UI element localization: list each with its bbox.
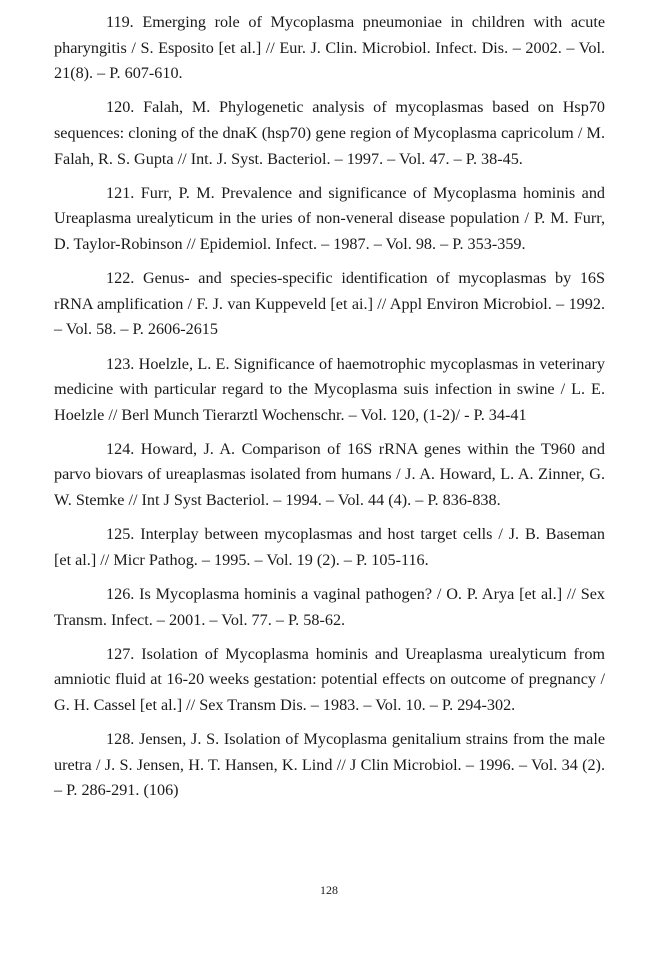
reference-text: Genus- and species-specific identification of mycoplasmas by 16S rRNA amplification / F. J. van Kuppeveld [et ai.] // Appl Environ Microbiol. – 1992. – Vol. 58. – P. 2606-2615 [54, 269, 606, 339]
reference-number: 119. [106, 13, 134, 31]
reference-number: 127. [106, 644, 135, 663]
reference-number: 125. [106, 525, 135, 544]
reference-text: Falah, M. Phylogenetic analysis of mycoplasmas based on Hsp70 sequences: cloning of the dnaK (hsp70) gene region of Mycoplasma capricolum / M. Falah, R. S. Gupta // Int. J. Syst. Bacteriol. – 1997. – Vol. 47. – P. 38-45. [54, 98, 606, 168]
reference-number: 124. [106, 439, 135, 458]
reference-number: 128. [106, 730, 135, 749]
reference-text: Hoelzle, L. E. Significance of haemotrophic mycoplasmas in veterinary medicine with particular regard to the Mycoplasma suis infection in swine / L. E. Hoelzle // Berl Munch Tierarztl Wochenschr. – Vol. 120, (1-2)/ - P. 34-41 [54, 354, 605, 424]
reference-text: Emerging role of Mycoplasma pneumoniae in children with acute pharyngitis / S. Esposito [et al.] // Eur. J. Clin. Microbiol. Infect. Dis. – 2002. – Vol. 21(8). – P. 607-610. [54, 13, 606, 83]
reference-entry [54, 95, 605, 172]
reference-number: 120. [106, 98, 135, 117]
reference-entry [54, 352, 605, 429]
reference-entry [54, 727, 605, 804]
reference-entry [54, 10, 605, 87]
reference-text: Isolation of Mycoplasma hominis and Ureaplasma urealyticum from amniotic fluid at 16-20 weeks gestation: potential effects on outcome of pregnancy / G. H. Cassel [et al.] // Sex Transm Dis. – 1983. – Vol. 10. – P. 294-302. [54, 644, 606, 714]
reference-entry [54, 582, 605, 633]
reference-text: Is Mycoplasma hominis a vaginal pathogen? / O. P. Arya [et al.] // Sex Transm. Infect. – 2001. – Vol. 77. – P. 58-62. [54, 585, 606, 629]
reference-text: Interplay between mycoplasmas and host target cells / J. B. Baseman [et al.] // Micr Pathog. – 1995. – Vol. 19 (2). – P. 105-116. [54, 525, 605, 569]
reference-number: 121. [106, 183, 135, 202]
reference-entry [54, 181, 605, 258]
reference-number: 123. [106, 354, 135, 373]
reference-text: Howard, J. A. Comparison of 16S rRNA genes within the T960 and parvo biovars of ureaplasmas isolated from humans / J. A. Howard, L. A. Zinner, G. W. Stemke // Int J Syst Bacteriol. – 1994. – Vol. 44 (4). – P. 836-838. [54, 439, 605, 510]
reference-entry [54, 437, 605, 514]
reference-entry [54, 266, 605, 343]
page-number: 128 [320, 883, 338, 897]
reference-number: 126. [106, 585, 135, 604]
reference-entry [54, 522, 605, 573]
reference-text: Jensen, J. S. Isolation of Mycoplasma genitalium strains from the male uretra / J. S. Jensen, H. T. Hansen, K. Lind // J Clin Microbiol. – 1996. – Vol. 34 (2). – P. 286-291. (106) [54, 730, 606, 800]
reference-entry [54, 642, 605, 719]
reference-number: 122. [106, 269, 135, 288]
reference-list [54, 10, 605, 813]
reference-text: Furr, P. M. Prevalence and significance of Mycoplasma hominis and Ureaplasma urealyticum in the uries of non-veneral disease population / P. M. Furr, D. Taylor-Robinson // Epidemiol. Infect. – 1987. – Vol. 98. – P. 353-359. [54, 183, 606, 253]
